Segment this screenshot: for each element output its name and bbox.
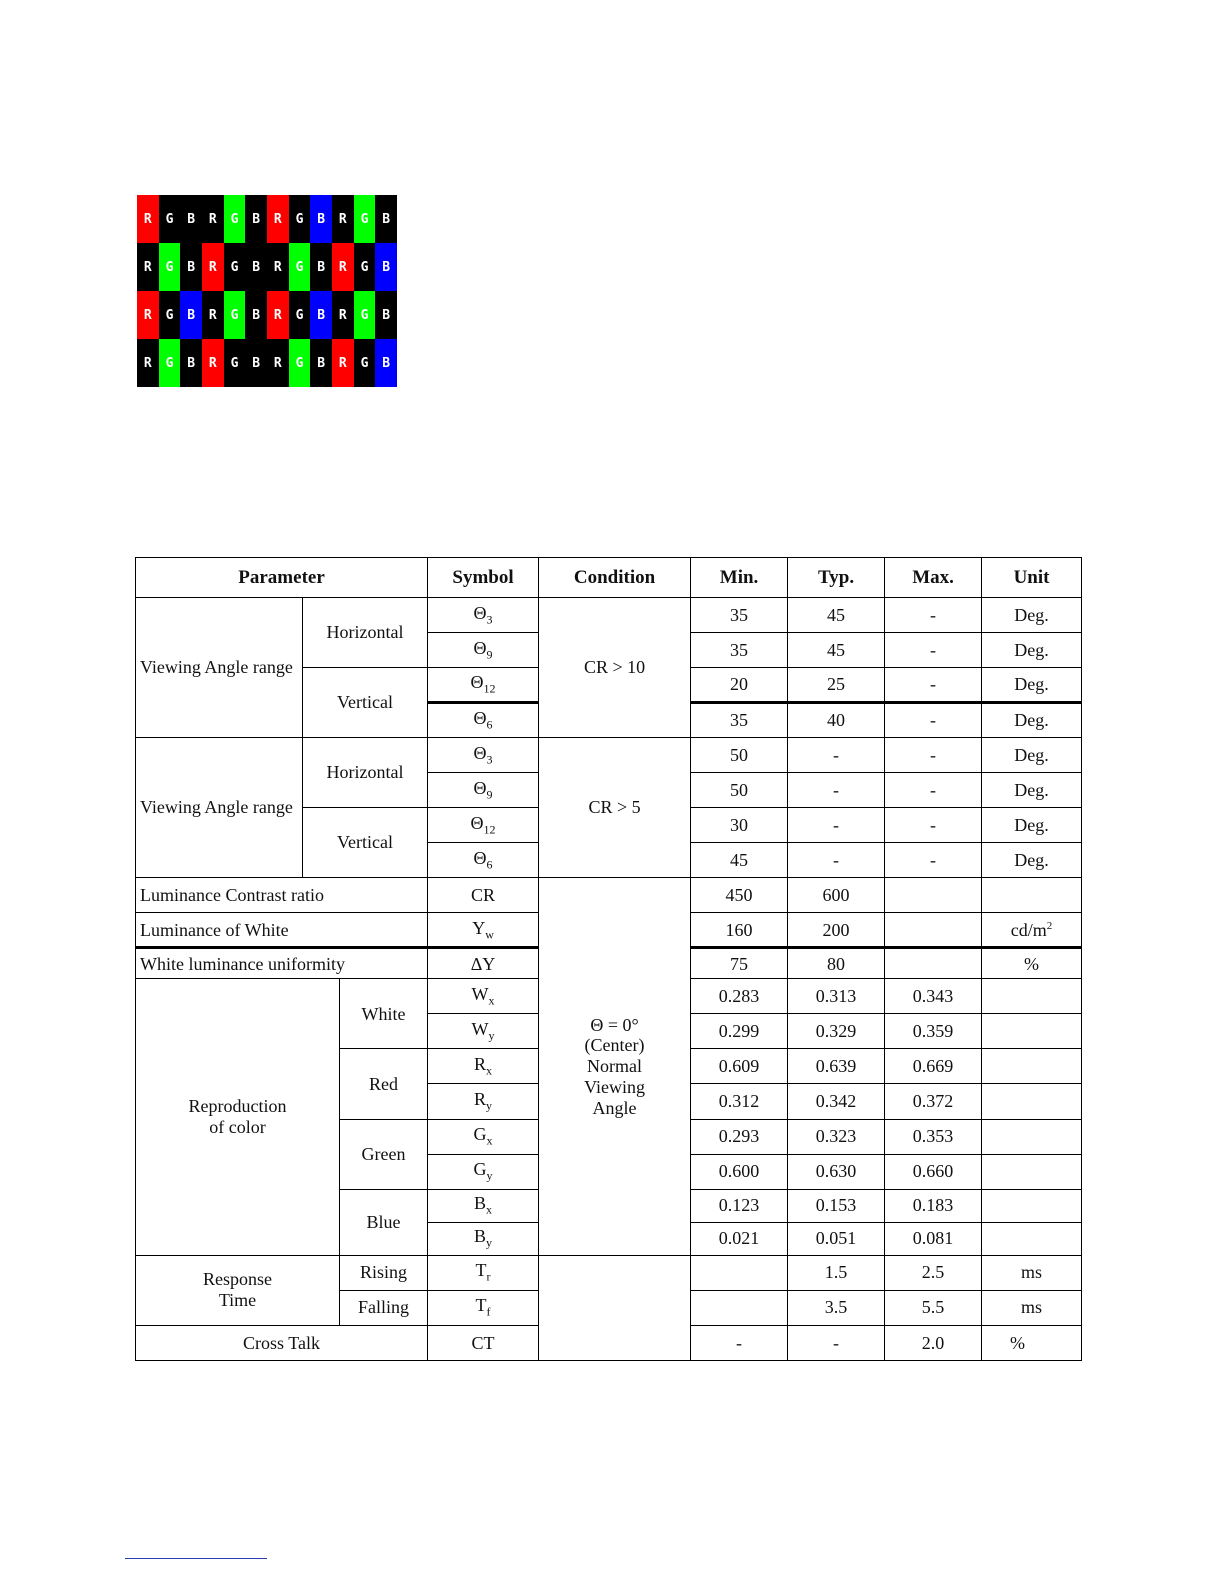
value-max: 0.081	[885, 1222, 982, 1255]
pixel-cell: G	[289, 339, 311, 387]
pixel-cell: R	[202, 195, 224, 243]
pixel-cell: R	[332, 291, 354, 339]
pixel-cell: R	[202, 291, 224, 339]
pixel-cell: R	[267, 243, 289, 291]
symbol-text: Θ	[473, 778, 487, 799]
value-max	[885, 878, 982, 913]
condition-line: Viewing	[584, 1076, 645, 1097]
symbol-subscript: r	[486, 1270, 491, 1285]
pixel-cell: B	[245, 195, 267, 243]
value-typ: 80	[788, 948, 885, 979]
value-max: 0.343	[885, 979, 982, 1014]
symbol-text: Y	[472, 917, 486, 938]
symbol-text: W	[471, 984, 489, 1005]
value-typ: -	[788, 1325, 885, 1360]
symbol-subscript: x	[488, 993, 495, 1008]
symbol-subscript: w	[485, 927, 494, 942]
value-typ: 0.639	[788, 1049, 885, 1084]
symbol-text: Θ	[473, 708, 487, 729]
value-min: 30	[691, 808, 788, 843]
symbol-text: Θ	[473, 602, 487, 623]
value-min: 0.021	[691, 1222, 788, 1255]
pixel-cell: G	[289, 195, 311, 243]
value-max: 2.0	[885, 1325, 982, 1360]
reproduction-of-color-param	[136, 979, 340, 1255]
condition-line: Angle	[592, 1097, 637, 1118]
pixel-cell: B	[245, 291, 267, 339]
symbol-text: T	[475, 1295, 487, 1316]
symbol-subscript: x	[486, 1133, 493, 1148]
value-max: 0.660	[885, 1154, 982, 1189]
table-row	[136, 878, 1082, 913]
pixel-cell: G	[354, 291, 376, 339]
value-min: 45	[691, 843, 788, 878]
condition-line: Θ = 0°	[590, 1014, 639, 1035]
symbol-subscript: 3	[486, 752, 493, 767]
pixel-cell: R	[332, 195, 354, 243]
value-min: 0.299	[691, 1014, 788, 1049]
table-row	[136, 1255, 1082, 1290]
condition-cell: CR > 5	[539, 738, 691, 878]
symbol-text: T	[475, 1260, 487, 1281]
symbol-cell	[428, 1189, 539, 1222]
value-max: 0.353	[885, 1119, 982, 1154]
pixel-cell: G	[289, 291, 311, 339]
unit-cell: Deg.	[982, 808, 1082, 843]
condition-cell	[539, 1255, 691, 1360]
color-group-label: Red	[340, 1049, 428, 1119]
param-line: Reproduction	[188, 1096, 287, 1117]
unit-cell: %	[982, 1325, 1082, 1360]
symbol-text: G	[473, 1159, 487, 1180]
value-min: 160	[691, 913, 788, 948]
unit-cell: Deg.	[982, 843, 1082, 878]
value-min: 0.609	[691, 1049, 788, 1084]
white-luminance-param: Luminance of White	[136, 913, 428, 948]
symbol-subscript: 12	[483, 822, 496, 837]
table-row	[136, 598, 1082, 633]
symbol-cell	[428, 843, 539, 878]
symbol-cell: CT	[428, 1325, 539, 1360]
horizontal-label: Horizontal	[303, 738, 428, 808]
value-min	[691, 1290, 788, 1325]
value-typ: 45	[788, 598, 885, 633]
value-max: -	[885, 598, 982, 633]
value-min: 35	[691, 598, 788, 633]
pixel-cell: B	[375, 243, 397, 291]
pixel-cell: B	[375, 291, 397, 339]
value-min: 0.293	[691, 1119, 788, 1154]
header-min: Min.	[691, 558, 788, 598]
symbol-cell	[428, 703, 539, 738]
value-min: 0.123	[691, 1189, 788, 1222]
pixel-cell: R	[267, 291, 289, 339]
pixel-cell: R	[332, 339, 354, 387]
pixel-cell: B	[180, 195, 202, 243]
pixel-cell: R	[202, 339, 224, 387]
value-max: -	[885, 773, 982, 808]
value-typ: 0.329	[788, 1014, 885, 1049]
condition-line: Normal	[587, 1056, 643, 1077]
value-min: 35	[691, 633, 788, 668]
color-group-label: Blue	[340, 1189, 428, 1255]
pixel-cell: G	[289, 243, 311, 291]
unit-cell: ms	[982, 1290, 1082, 1325]
horizontal-label: Horizontal	[303, 598, 428, 668]
value-typ: 0.630	[788, 1154, 885, 1189]
optical-spec-table	[135, 557, 1082, 1361]
symbol-text: R	[474, 1054, 487, 1075]
unit-cell: Deg.	[982, 703, 1082, 738]
value-typ: 0.313	[788, 979, 885, 1014]
value-max: -	[885, 808, 982, 843]
symbol-subscript: x	[486, 1202, 493, 1217]
pixel-cell: G	[159, 291, 181, 339]
param-line: Time	[218, 1290, 257, 1311]
response-sub-label: Falling	[340, 1290, 428, 1325]
value-max: 0.359	[885, 1014, 982, 1049]
value-typ: 25	[788, 668, 885, 703]
symbol-subscript: y	[486, 1098, 493, 1113]
value-typ: -	[788, 773, 885, 808]
value-max: 0.372	[885, 1084, 982, 1119]
symbol-cell	[428, 773, 539, 808]
header-condition: Condition	[539, 558, 691, 598]
unit-cell: Deg.	[982, 633, 1082, 668]
pixel-cell: G	[224, 339, 246, 387]
value-typ: 0.323	[788, 1119, 885, 1154]
value-min: 0.283	[691, 979, 788, 1014]
pixel-cell: R	[137, 243, 159, 291]
value-typ: 200	[788, 913, 885, 948]
symbol-subscript: 12	[483, 682, 496, 697]
unit-superscript: 2	[1046, 919, 1053, 932]
symbol-text: Θ	[470, 672, 484, 693]
value-min: 450	[691, 878, 788, 913]
pixel-cell: G	[354, 243, 376, 291]
value-typ: 0.153	[788, 1189, 885, 1222]
value-min: 75	[691, 948, 788, 979]
value-typ: 3.5	[788, 1290, 885, 1325]
unit-cell	[982, 1154, 1082, 1189]
viewing-angle-param: Viewing Angle range	[136, 738, 303, 878]
value-min: 20	[691, 668, 788, 703]
pixel-cell: B	[180, 291, 202, 339]
symbol-subscript: y	[488, 1028, 495, 1043]
symbol-text: Θ	[470, 813, 484, 834]
symbol-subscript: y	[486, 1236, 493, 1251]
condition-line: (Center)	[584, 1035, 645, 1056]
value-max: -	[885, 703, 982, 738]
value-max: -	[885, 668, 982, 703]
value-max: -	[885, 633, 982, 668]
value-max: 5.5	[885, 1290, 982, 1325]
value-typ: 0.342	[788, 1084, 885, 1119]
unit-cell: Deg.	[982, 738, 1082, 773]
pixel-cell: G	[224, 195, 246, 243]
pixel-cell: B	[310, 243, 332, 291]
pixel-cell: R	[137, 291, 159, 339]
value-max	[885, 948, 982, 979]
symbol-cell	[428, 1222, 539, 1255]
pixel-cell: B	[310, 339, 332, 387]
symbol-subscript: 9	[486, 787, 493, 802]
unit-cell: Deg.	[982, 773, 1082, 808]
symbol-subscript: y	[486, 1168, 493, 1183]
pixel-cell: B	[180, 243, 202, 291]
value-min	[691, 1255, 788, 1290]
symbol-text: B	[474, 1226, 487, 1247]
color-group-label: White	[340, 979, 428, 1049]
vertical-label: Vertical	[303, 808, 428, 878]
symbol-text: B	[474, 1193, 487, 1214]
value-typ: -	[788, 843, 885, 878]
unit-cell	[982, 1014, 1082, 1049]
pixel-cell: B	[245, 339, 267, 387]
symbol-subscript: f	[486, 1305, 491, 1320]
pixel-cell: R	[137, 339, 159, 387]
symbol-subscript: 3	[486, 612, 493, 627]
pixel-cell: G	[159, 339, 181, 387]
pixel-cell: R	[202, 243, 224, 291]
symbol-subscript: x	[486, 1063, 493, 1078]
footnote-separator	[125, 1558, 267, 1559]
value-max	[885, 913, 982, 948]
header-unit: Unit	[982, 558, 1082, 598]
header-max: Max.	[885, 558, 982, 598]
condition-cell: CR > 10	[539, 598, 691, 738]
vertical-label: Vertical	[303, 668, 428, 738]
unit-cell	[982, 1119, 1082, 1154]
pixel-arrangement-mosaic	[137, 195, 397, 387]
value-typ: -	[788, 808, 885, 843]
pixel-cell: B	[310, 195, 332, 243]
value-max: 2.5	[885, 1255, 982, 1290]
symbol-subscript: 6	[486, 718, 493, 733]
color-group-label: Green	[340, 1119, 428, 1189]
symbol-cell	[428, 598, 539, 633]
pixel-cell: G	[354, 339, 376, 387]
value-min: 0.312	[691, 1084, 788, 1119]
unit-cell: %	[982, 948, 1082, 979]
pixel-cell: B	[245, 243, 267, 291]
center-condition-cell	[539, 878, 691, 1255]
unit-cell	[982, 979, 1082, 1014]
header-typ: Typ.	[788, 558, 885, 598]
viewing-angle-param: Viewing Angle range	[136, 598, 303, 738]
pixel-cell: G	[224, 291, 246, 339]
symbol-subscript: 6	[486, 857, 493, 872]
value-min: 35	[691, 703, 788, 738]
pixel-cell: R	[267, 195, 289, 243]
pixel-cell: R	[137, 195, 159, 243]
table-row	[136, 738, 1082, 773]
unit-cell	[982, 878, 1082, 913]
unit-text: cd/m	[1010, 919, 1047, 940]
pixel-cell: G	[354, 195, 376, 243]
value-typ: 600	[788, 878, 885, 913]
symbol-text: G	[473, 1124, 487, 1145]
uniformity-param: White luminance uniformity	[136, 948, 428, 979]
symbol-cell	[428, 913, 539, 948]
header-parameter: Parameter	[136, 558, 428, 598]
contrast-param: Luminance Contrast ratio	[136, 878, 428, 913]
symbol-cell	[428, 1255, 539, 1290]
unit-cell: Deg.	[982, 598, 1082, 633]
symbol-cell	[428, 1014, 539, 1049]
symbol-text: Θ	[473, 848, 487, 869]
value-min: 50	[691, 738, 788, 773]
symbol-cell: CR	[428, 878, 539, 913]
value-max: 0.183	[885, 1189, 982, 1222]
symbol-text: Θ	[473, 742, 487, 763]
value-typ: 0.051	[788, 1222, 885, 1255]
pixel-cell: B	[310, 291, 332, 339]
pixel-cell: G	[159, 243, 181, 291]
symbol-text: W	[471, 1019, 489, 1040]
header-symbol: Symbol	[428, 558, 539, 598]
value-max: -	[885, 843, 982, 878]
pixel-cell: B	[375, 339, 397, 387]
unit-cell: ms	[982, 1255, 1082, 1290]
symbol-cell	[428, 1049, 539, 1084]
pixel-cell: R	[332, 243, 354, 291]
symbol-text: Θ	[473, 637, 487, 658]
symbol-cell: ΔY	[428, 948, 539, 979]
symbol-cell	[428, 979, 539, 1014]
header-row	[136, 558, 1082, 598]
response-sub-label: Rising	[340, 1255, 428, 1290]
pixel-cell: R	[267, 339, 289, 387]
value-typ: 1.5	[788, 1255, 885, 1290]
unit-cell: Deg.	[982, 668, 1082, 703]
value-max: 0.669	[885, 1049, 982, 1084]
unit-cell	[982, 1222, 1082, 1255]
symbol-cell	[428, 1084, 539, 1119]
symbol-cell	[428, 738, 539, 773]
value-min: 50	[691, 773, 788, 808]
symbol-cell	[428, 1119, 539, 1154]
value-typ: 45	[788, 633, 885, 668]
value-typ: -	[788, 738, 885, 773]
pixel-cell: G	[224, 243, 246, 291]
symbol-cell	[428, 1290, 539, 1325]
value-min: 0.600	[691, 1154, 788, 1189]
symbol-subscript: 9	[486, 647, 493, 662]
value-typ: 40	[788, 703, 885, 738]
unit-cell	[982, 1049, 1082, 1084]
unit-cell	[982, 913, 1082, 948]
pixel-cell: G	[159, 195, 181, 243]
symbol-cell	[428, 808, 539, 843]
response-time-param	[136, 1255, 340, 1325]
value-min: -	[691, 1325, 788, 1360]
param-line: of color	[209, 1117, 266, 1138]
param-line: Response	[203, 1269, 272, 1290]
symbol-cell	[428, 1154, 539, 1189]
pixel-cell: B	[180, 339, 202, 387]
unit-cell	[982, 1084, 1082, 1119]
cross-talk-param: Cross Talk	[136, 1325, 428, 1360]
unit-cell	[982, 1189, 1082, 1222]
symbol-cell	[428, 633, 539, 668]
symbol-cell	[428, 668, 539, 703]
symbol-text: R	[474, 1089, 487, 1110]
pixel-cell: B	[375, 195, 397, 243]
value-max: -	[885, 738, 982, 773]
